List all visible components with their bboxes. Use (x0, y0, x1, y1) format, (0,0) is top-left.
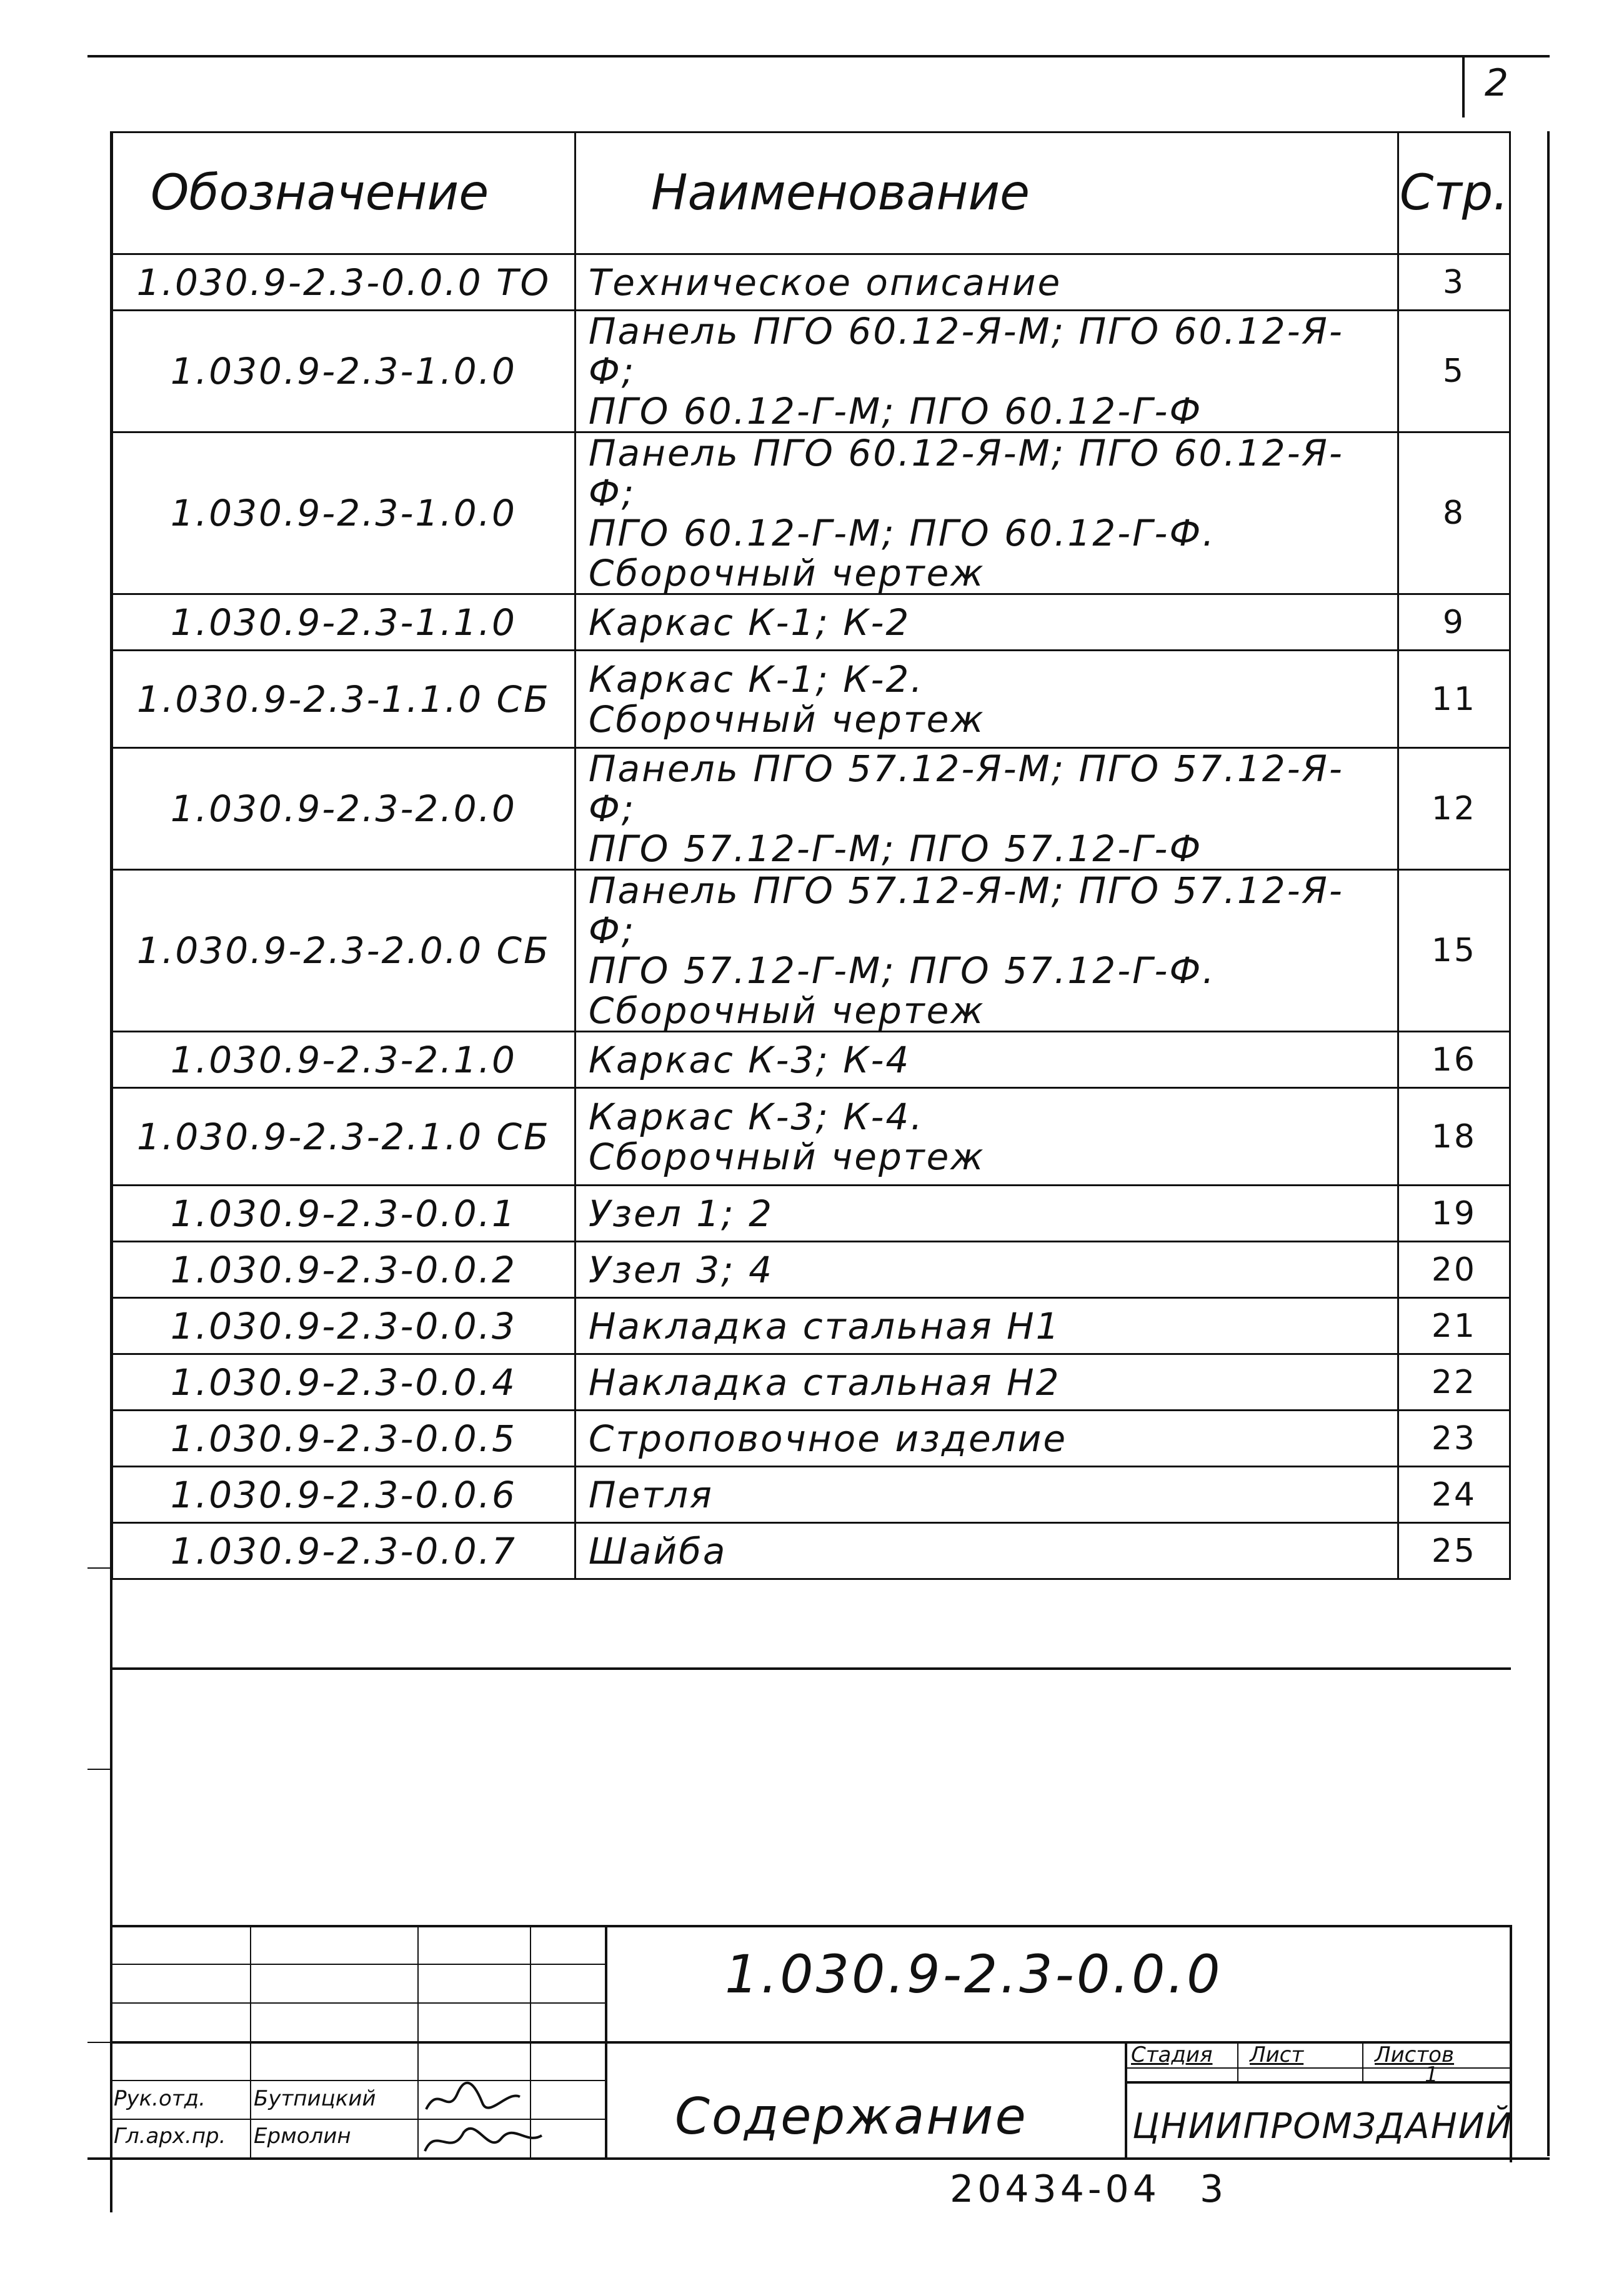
organization-name: ЦНИИПРОМЗДАНИЙ (1132, 2106, 1513, 2147)
signature-role-2: Гл.арх.пр. (114, 2124, 226, 2149)
contents-table (111, 131, 1511, 1580)
row-name: Панель ПГО 60.12-Я-М; ПГО 60.12-Я-Ф; ПГО 60.12-Г-М; ПГО 60.12-Г-Ф (575, 311, 1398, 432)
footer-page: 3 (1200, 2167, 1224, 2211)
table-row (112, 1298, 1510, 1354)
row-page: 12 (1398, 748, 1510, 870)
row-name: Накладка стальная Н1 (575, 1298, 1398, 1354)
stage-label: Стадия (1131, 2042, 1213, 2067)
margin-tick-1 (87, 1567, 111, 1569)
row-name: Каркас К-1; К-2 (575, 594, 1398, 651)
row-code: 1.030.9-2.3-0.0.1 (112, 1186, 575, 1242)
row-name: Шайба (575, 1523, 1398, 1579)
row-code: 1.030.9-2.3-0.0.4 (112, 1354, 575, 1411)
document-code: 1.030.9-2.3-0.0.0 (725, 1944, 1223, 2005)
signature-surname-1: Бутпицкий (254, 2086, 376, 2111)
row-name: Панель ПГО 60.12-Я-М; ПГО 60.12-Я-Ф; ПГО 60.12-Г-М; ПГО 60.12-Г-Ф. Сборочный чертеж (575, 432, 1398, 594)
row-name: Панель ПГО 57.12-Я-М; ПГО 57.12-Я-Ф; ПГО 57.12-Г-М; ПГО 57.12-Г-Ф (575, 748, 1398, 870)
row-page: 18 (1398, 1088, 1510, 1186)
row-name: Каркас К-3; К-4 (575, 1032, 1398, 1088)
table-row (112, 1032, 1510, 1088)
header-name: Наименование (575, 132, 1398, 254)
row-code: 1.030.9-2.3-1.0.0 (112, 311, 575, 432)
row-code: 1.030.9-2.3-2.0.0 СБ (112, 870, 575, 1032)
table-row (112, 870, 1510, 1032)
row-page: 23 (1398, 1411, 1510, 1467)
top-rule (87, 55, 1550, 57)
row-name: Петля (575, 1467, 1398, 1523)
table-row (112, 1467, 1510, 1523)
table-row (112, 594, 1510, 651)
table-row (112, 651, 1510, 748)
row-name: Накладка стальная Н2 (575, 1354, 1398, 1411)
row-code: 1.030.9-2.3-2.1.0 (112, 1032, 575, 1088)
row-page: 25 (1398, 1523, 1510, 1579)
table-row (112, 1523, 1510, 1579)
table-bottom-rule (111, 1667, 1511, 1670)
row-page: 9 (1398, 594, 1510, 651)
signature-surname-2: Ермолин (254, 2124, 351, 2149)
signature-scribble-2 (420, 2120, 545, 2160)
table-header-row (112, 132, 1510, 254)
row-code: 1.030.9-2.3-0.0.5 (112, 1411, 575, 1467)
header-designation: Обозначение (112, 132, 575, 254)
margin-tick-3 (87, 2042, 111, 2043)
signature-scribble-1 (420, 2081, 526, 2119)
footer-code: 20434-04 (950, 2167, 1160, 2211)
margin-tick-2 (87, 1769, 111, 1770)
row-page: 5 (1398, 311, 1510, 432)
table-row (112, 1186, 1510, 1242)
row-code: 1.030.9-2.3-2.0.0 (112, 748, 575, 870)
row-page: 8 (1398, 432, 1510, 594)
table-row (112, 1242, 1510, 1298)
table-row (112, 1411, 1510, 1467)
row-code: 1.030.9-2.3-0.0.3 (112, 1298, 575, 1354)
row-page: 22 (1398, 1354, 1510, 1411)
sheet-number: 2 (1484, 61, 1509, 105)
sheets-label: Листов (1375, 2042, 1455, 2067)
row-name: Строповочное изделие (575, 1411, 1398, 1467)
row-code: 1.030.9-2.3-2.1.0 СБ (112, 1088, 575, 1186)
row-page: 3 (1398, 254, 1510, 311)
row-name: Узел 1; 2 (575, 1186, 1398, 1242)
row-code: 1.030.9-2.3-0.0.0 ТО (112, 254, 575, 311)
row-code: 1.030.9-2.3-0.0.2 (112, 1242, 575, 1298)
row-name: Панель ПГО 57.12-Я-М; ПГО 57.12-Я-Ф; ПГО 57.12-Г-М; ПГО 57.12-Г-Ф. Сборочный чертеж (575, 870, 1398, 1032)
header-page: Стр. (1398, 132, 1510, 254)
row-code: 1.030.9-2.3-0.0.7 (112, 1523, 575, 1579)
row-code: 1.030.9-2.3-1.0.0 (112, 432, 575, 594)
row-page: 24 (1398, 1467, 1510, 1523)
table-row (112, 1088, 1510, 1186)
sheet-number-box (1462, 55, 1531, 117)
right-frame-line (1547, 131, 1550, 2156)
table-row (112, 254, 1510, 311)
table-row (112, 432, 1510, 594)
table-body (112, 254, 1510, 1579)
row-page: 19 (1398, 1186, 1510, 1242)
document-title: Содержание (675, 2087, 1028, 2146)
row-name: Каркас К-1; К-2. Сборочный чертеж (575, 651, 1398, 748)
row-page: 16 (1398, 1032, 1510, 1088)
row-page: 15 (1398, 870, 1510, 1032)
row-page: 20 (1398, 1242, 1510, 1298)
table-row (112, 748, 1510, 870)
row-name: Техническое описание (575, 254, 1398, 311)
row-code: 1.030.9-2.3-0.0.6 (112, 1467, 575, 1523)
row-page: 11 (1398, 651, 1510, 748)
row-name: Узел 3; 4 (575, 1242, 1398, 1298)
signature-role-1: Рук.отд. (114, 2086, 206, 2111)
sheets-value: 1 (1425, 2062, 1438, 2087)
table-row (112, 1354, 1510, 1411)
row-name: Каркас К-3; К-4. Сборочный чертеж (575, 1088, 1398, 1186)
row-code: 1.030.9-2.3-1.1.0 (112, 594, 575, 651)
sheet-label: Лист (1250, 2042, 1304, 2067)
row-page: 21 (1398, 1298, 1510, 1354)
table-row (112, 311, 1510, 432)
row-code: 1.030.9-2.3-1.1.0 СБ (112, 651, 575, 748)
